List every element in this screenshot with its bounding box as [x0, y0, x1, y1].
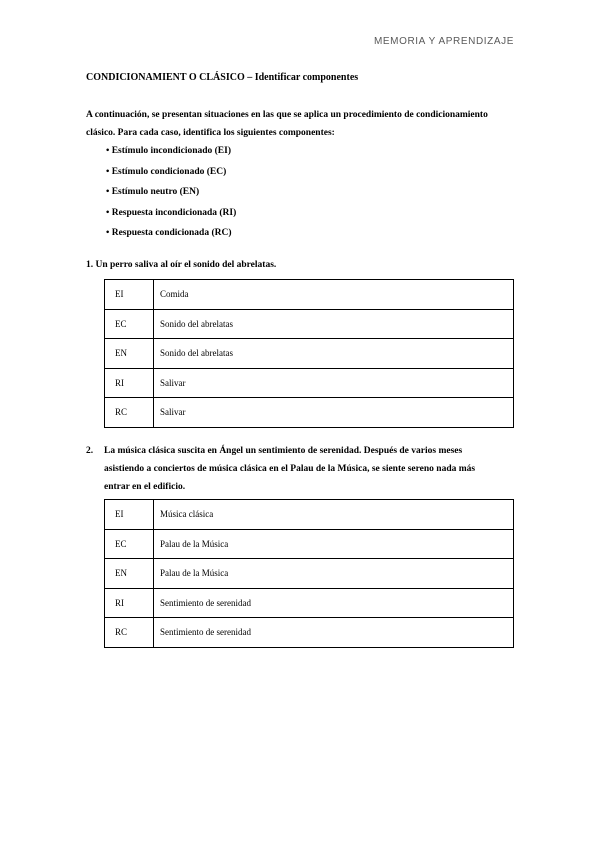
list-item: • Estímulo condicionado (EC) — [106, 162, 236, 183]
table-row — [105, 500, 514, 530]
component-code: EN — [105, 339, 154, 369]
table-row — [105, 398, 514, 428]
component-code: RC — [105, 398, 154, 428]
component-answer: Salivar — [154, 398, 514, 428]
component-answer: Sonido del abrelatas — [154, 339, 514, 369]
question-1-table — [104, 279, 514, 428]
question-2-number: 2. — [86, 446, 94, 456]
table-row — [105, 559, 514, 589]
component-code: EC — [105, 529, 154, 559]
table-row — [105, 368, 514, 398]
component-answer: Sentimiento de serenidad — [154, 618, 514, 648]
table-row — [105, 280, 514, 310]
list-item: • Respuesta incondicionada (RI) — [106, 203, 236, 224]
document-title: CONDICIONAMIENT O CLÁSICO – Identificar componentes — [86, 72, 359, 83]
question-2-line: asistiendo a conciertos de música clásica en el Palau de la Música, se siente sereno nada más — [104, 464, 476, 474]
list-item: • Respuesta condicionada (RC) — [106, 223, 236, 244]
component-code: EI — [105, 280, 154, 310]
list-item: • Estímulo incondicionado (EI) — [106, 141, 236, 162]
components-list — [106, 141, 236, 244]
question-2-line: La música clásica suscita en Ángel un sentimiento de serenidad. Después de varios meses — [104, 446, 463, 456]
component-code: RC — [105, 618, 154, 648]
component-code: RI — [105, 588, 154, 618]
question-2-text — [86, 442, 518, 496]
table-row — [105, 618, 514, 648]
intro-paragraph: A continuación, se presentan situaciones en las que se aplica un procedimiento de condicionamiento clásico. Para cada caso, identifica los siguientes componentes: — [86, 110, 488, 138]
question-2-line: entrar en el edificio. — [104, 482, 186, 492]
component-code: EI — [105, 500, 154, 530]
page-header: MEMORIA Y APRENDIZAJE — [373, 36, 514, 47]
question-1-text: 1. Un perro saliva al oír el sonido del abrelatas. — [86, 260, 277, 270]
table-row — [105, 339, 514, 369]
component-answer: Palau de la Música — [154, 559, 514, 589]
table-row — [105, 588, 514, 618]
component-answer: Salivar — [154, 368, 514, 398]
component-code: EN — [105, 559, 154, 589]
component-answer: Comida — [154, 280, 514, 310]
component-answer: Música clásica — [154, 500, 514, 530]
component-code: RI — [105, 368, 154, 398]
list-item: • Estímulo neutro (EN) — [106, 182, 236, 203]
table-row — [105, 309, 514, 339]
question-2-table — [104, 499, 514, 648]
component-answer: Sonido del abrelatas — [154, 309, 514, 339]
component-code: EC — [105, 309, 154, 339]
component-answer: Palau de la Música — [154, 529, 514, 559]
component-answer: Sentimiento de serenidad — [154, 588, 514, 618]
table-row — [105, 529, 514, 559]
